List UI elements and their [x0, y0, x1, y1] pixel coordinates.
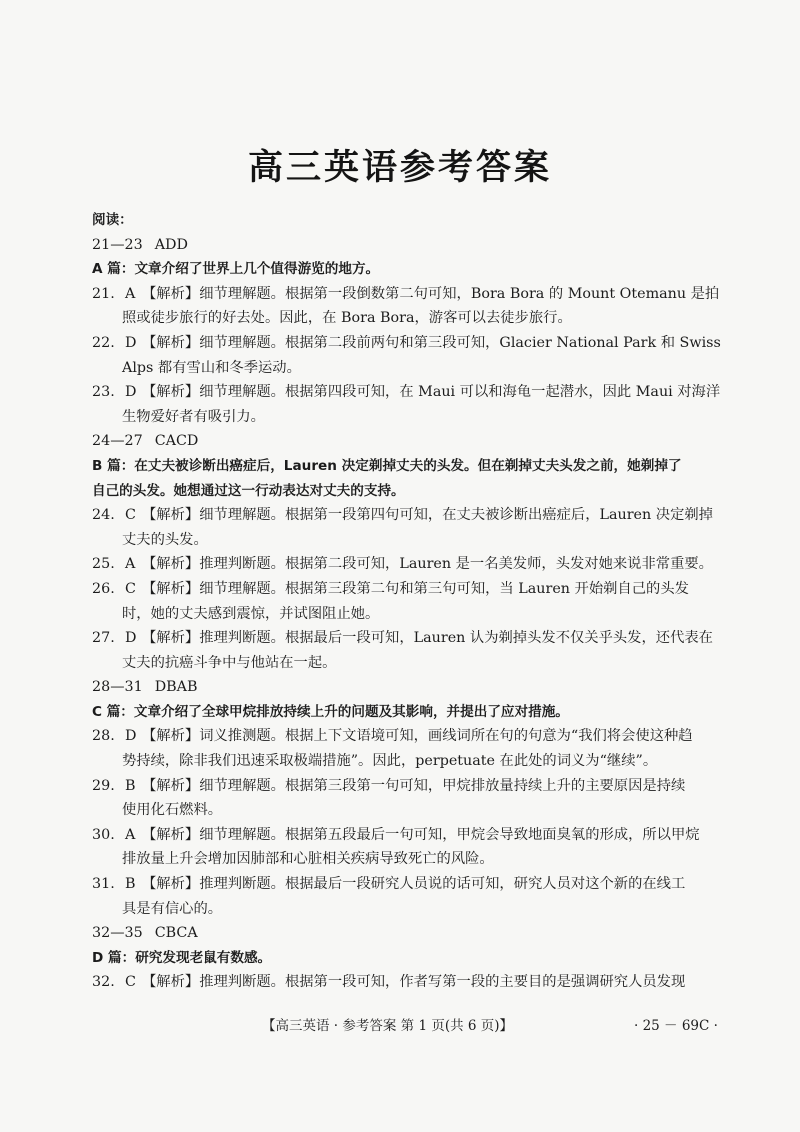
answer-key: CACD — [154, 433, 199, 450]
explanation-text: 细节理解题。根据第三段第一句可知，甲烷排放量持续上升的主要原因是持续 — [199, 777, 686, 794]
explanation-text: 细节理解题。根据第一段第四句可知，在丈夫被诊断出癌症后，Lauren 决定剃掉 — [199, 507, 713, 524]
explanation-text: Alps 都有雪山和冬季运动。 — [122, 359, 301, 376]
question-range: 24—27 — [92, 433, 143, 450]
footer-code: · 25 － 69C · — [634, 1018, 718, 1034]
question-answer: D — [125, 728, 137, 745]
analysis-tag: 【解析】 — [142, 826, 200, 843]
explanation-text: 势持续，除非我们迅速采取极端措施”。因此，perpetuate 在此处的词义为“继续”。 — [122, 753, 658, 770]
question-explanation — [92, 282, 720, 331]
question-explanation — [92, 503, 712, 552]
question-number: 30. — [92, 826, 115, 843]
question-explanation — [92, 872, 712, 921]
answer-key-row — [92, 429, 712, 454]
analysis-tag: 【解析】 — [142, 630, 200, 647]
explanation-text: 丈夫的头发。 — [122, 531, 208, 548]
question-explanation — [92, 577, 712, 626]
analysis-tag: 【解析】 — [142, 876, 200, 893]
question-range: 21—23 — [92, 236, 143, 253]
explanation-text: 细节理解题。根据第三段第二句和第三句可知，当 Lauren 开始剃自己的头发 — [199, 580, 689, 597]
analysis-tag: 【解析】 — [142, 507, 200, 524]
analysis-tag: 【解析】 — [142, 334, 200, 351]
question-explanation — [92, 823, 712, 872]
page-title: 高三英语参考答案 — [247, 148, 552, 188]
answer-key-row — [92, 233, 712, 258]
section-label: 阅读： — [92, 212, 133, 228]
question-number: 24. — [92, 507, 115, 524]
answer-key-row — [92, 675, 712, 700]
passage-summary: 自己的头发。她想通过这一行动表达对丈夫的支持。 — [92, 482, 405, 499]
question-answer: B — [125, 876, 136, 893]
question-number: 21. — [92, 285, 115, 302]
question-number: 27. — [92, 630, 115, 647]
question-number: 28. — [92, 728, 115, 745]
explanation-text: 推理判断题。根据第二段可知，Lauren 是一名美发师，头发对她来说非常重要。 — [199, 556, 713, 573]
analysis-tag: 【解析】 — [142, 974, 200, 991]
explanation-text: 推理判断题。根据最后一段可知，Lauren 认为剃掉头发不仅关乎头发，还代表在 — [199, 630, 713, 647]
question-answer: C — [125, 974, 136, 991]
question-explanation — [92, 724, 712, 773]
explanation-text: 细节理解题。根据第二段前两句和第三段可知，Glacier National Park 和 Swiss — [199, 334, 721, 351]
question-number: 26. — [92, 580, 115, 597]
question-explanation — [92, 552, 712, 577]
question-number: 25. — [92, 556, 115, 573]
question-answer: B — [125, 777, 136, 794]
answer-key: ADD — [154, 236, 188, 253]
question-number: 31. — [92, 876, 115, 893]
analysis-tag: 【解析】 — [142, 728, 200, 745]
explanation-text: 丈夫的抗癌斗争中与他站在一起。 — [122, 654, 337, 671]
footer-page-info: 【高三英语 · 参考答案 第 1 页(共 6 页)】 — [262, 1018, 514, 1034]
explanation-text: 使用化石燃料。 — [122, 802, 223, 819]
question-answer: D — [125, 384, 137, 401]
question-answer: D — [125, 630, 137, 647]
explanation-text: 细节理解题。根据第四段可知，在 Maui 可以和海龟一起潜水，因此 Maui 对海洋 — [199, 384, 721, 401]
answer-key: DBAB — [154, 679, 198, 696]
question-answer: C — [125, 507, 136, 524]
answer-key: CBCA — [154, 925, 198, 942]
explanation-text: 照或徒步旅行的好去处。因此，在 Bora Bora，游客可以去徒步旅行。 — [122, 310, 572, 327]
explanation-text: 排放量上升会增加因肺部和心脏相关疾病导致死亡的风险。 — [122, 851, 494, 868]
answer-content — [92, 208, 721, 995]
question-answer: A — [125, 556, 136, 573]
question-range: 28—31 — [92, 679, 143, 696]
explanation-text: 推理判断题。根据最后一段研究人员说的话可知，研究人员对这个新的在线工 — [199, 876, 686, 893]
question-explanation — [92, 774, 712, 823]
question-answer: A — [125, 826, 136, 843]
question-answer: A — [125, 285, 136, 302]
question-answer: D — [125, 334, 137, 351]
passage-summary: D 篇：研究发现老鼠有数感。 — [92, 949, 272, 966]
question-number: 23. — [92, 384, 115, 401]
explanation-text: 生物爱好者有吸引力。 — [122, 408, 265, 425]
passage-summary: A 篇：文章介绍了世界上几个值得游览的地方。 — [92, 261, 380, 278]
question-range: 32—35 — [92, 925, 143, 942]
question-number: 32. — [92, 974, 115, 991]
explanation-text: 细节理解题。根据第一段倒数第二句可知，Bora Bora 的 Mount Otemanu 是拍 — [199, 285, 720, 302]
explanation-text: 具是有信心的。 — [122, 900, 223, 917]
passage-summary: B 篇：在丈夫被诊断出癌症后，Lauren 决定剃掉丈夫的头发。但在剃掉丈夫头发之前，她剃掉了 — [92, 457, 682, 474]
question-explanation — [92, 970, 712, 995]
passage-summary: C 篇：文章介绍了全球甲烷排放持续上升的问题及其影响，并提出了应对措施。 — [92, 703, 569, 720]
question-explanation — [92, 626, 712, 675]
question-number: 29. — [92, 777, 115, 794]
question-answer: C — [125, 580, 136, 597]
question-explanation — [92, 331, 721, 380]
answer-key-row — [92, 921, 712, 946]
question-number: 22. — [92, 334, 115, 351]
question-explanation — [92, 380, 721, 429]
analysis-tag: 【解析】 — [142, 556, 200, 573]
explanation-text: 词义推测题。根据上下文语境可知，画线词所在句的句意为“我们将会使这种趋 — [199, 728, 693, 745]
explanation-text: 推理判断题。根据第一段可知，作者写第一段的主要目的是强调研究人员发现 — [199, 974, 686, 991]
analysis-tag: 【解析】 — [142, 384, 200, 401]
explanation-text: 细节理解题。根据第五段最后一句可知，甲烷会导致地面臭氧的形成，所以甲烷 — [199, 826, 700, 843]
page-footer — [0, 1014, 800, 1038]
analysis-tag: 【解析】 — [142, 777, 200, 794]
explanation-text: 时，她的丈夫感到震惊，并试图阻止她。 — [122, 605, 380, 622]
analysis-tag: 【解析】 — [142, 580, 200, 597]
analysis-tag: 【解析】 — [142, 285, 200, 302]
